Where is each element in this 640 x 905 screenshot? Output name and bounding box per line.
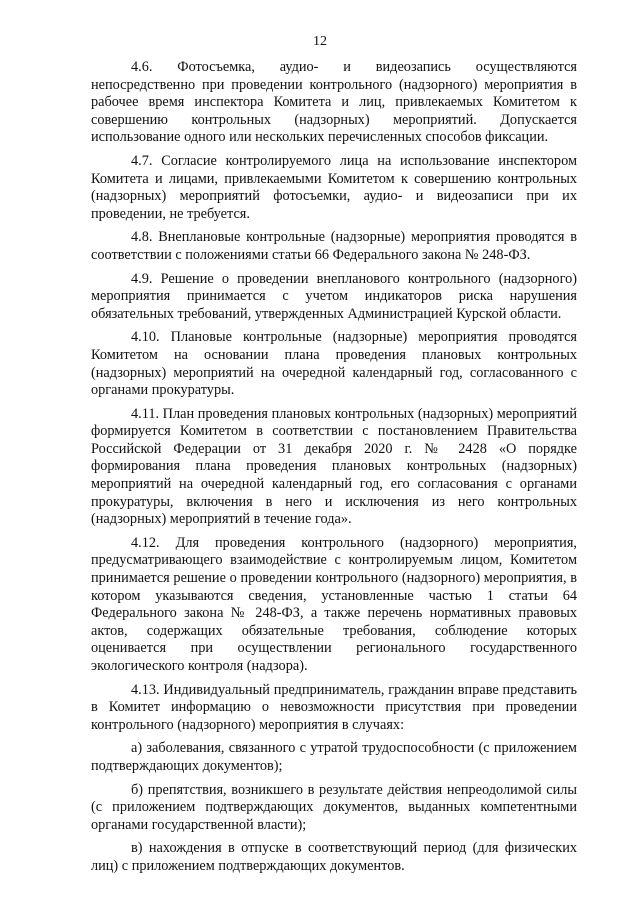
paragraph-4-13: 4.13. Индивидуальный предприниматель, гражданин вправе представить в Комитет информацию о невозможности присутствия при проведении контрольного (надзорного) мероприятия в случаях: — [91, 681, 577, 733]
paragraph-4-12: 4.12. Для проведения контрольного (надзорного) мероприятия, предусматривающего взаимодействие с контролируемым лицом, Комитетом принимается решение о проведении контрольного (надзорного) мероприятия, в котором указываются сведения, установленные частью 1 статьи 64 Федерального закона № 248-ФЗ, а также перечень нормативных правовых актов, содержащих обязательные требования, соблюдение которых оценивается при осуществлении регионального государственного экологического контроля (надзора). — [91, 534, 577, 674]
list-item-b: б) препятствия, возникшего в результате действия непреодолимой силы (с приложением подтверждающих документов, выданных компетентными органами государственной власти); — [91, 781, 577, 833]
paragraph-4-10: 4.10. Плановые контрольные (надзорные) мероприятия проводятся Комитетом на основании плана проведения плановых контрольных (надзорных) мероприятий на очередной календарный год, согласованного с органами прокуратуры. — [91, 329, 577, 399]
page-number: 12 — [313, 34, 327, 49]
paragraph-4-11: 4.11. План проведения плановых контрольных (надзорных) мероприятий формируется Комитетом в соответствии с постановлением Правительства Российской Федерации от 31 декабря 2020 г. № 2428 «О порядке формирования плана проведения плановых контрольных (надзорных) мероприятий на очередной календарный год, его согласования с органами прокуратуры, включения в него и исключения из него контрольных (надзорных) мероприятий в течение года». — [91, 405, 577, 528]
list-item-c: в) нахождения в отпуске в соответствующий период (для физических лиц) с приложением подтверждающих документов. — [91, 840, 577, 874]
paragraph-4-7: 4.7. Согласие контролируемого лица на использование инспектором Комитета и лицами, привлекаемыми Комитетом к совершению контрольных (надзорных) мероприятий фотосъемки, аудио- и видеозаписи при их проведении, не требуется. — [91, 152, 577, 222]
paragraph-4-9: 4.9. Решение о проведении внепланового контрольного (надзорного) мероприятия принимается с учетом индикаторов риска нарушения обязательных требований, утвержденных Администрацией Курской области. — [91, 270, 577, 322]
paragraph-4-8: 4.8. Внеплановые контрольные (надзорные) мероприятия проводятся в соответствии с положениями статьи 66 Федерального закона № 248-ФЗ. — [91, 229, 577, 263]
list-item-a: а) заболевания, связанного с утратой трудоспособности (с приложением подтверждающих документов); — [91, 740, 577, 774]
paragraph-4-6: 4.6. Фотосъемка, аудио- и видеозапись осуществляются непосредственно при проведении контрольного (надзорного) мероприятия в рабочее время инспектора Комитета и лиц, привлекаемых Комитетом к совершению контрольных (надзорных) мероприятий. Допускается использование одного или нескольких перечисленных способов фиксации. — [91, 59, 577, 146]
document-body — [91, 59, 577, 882]
